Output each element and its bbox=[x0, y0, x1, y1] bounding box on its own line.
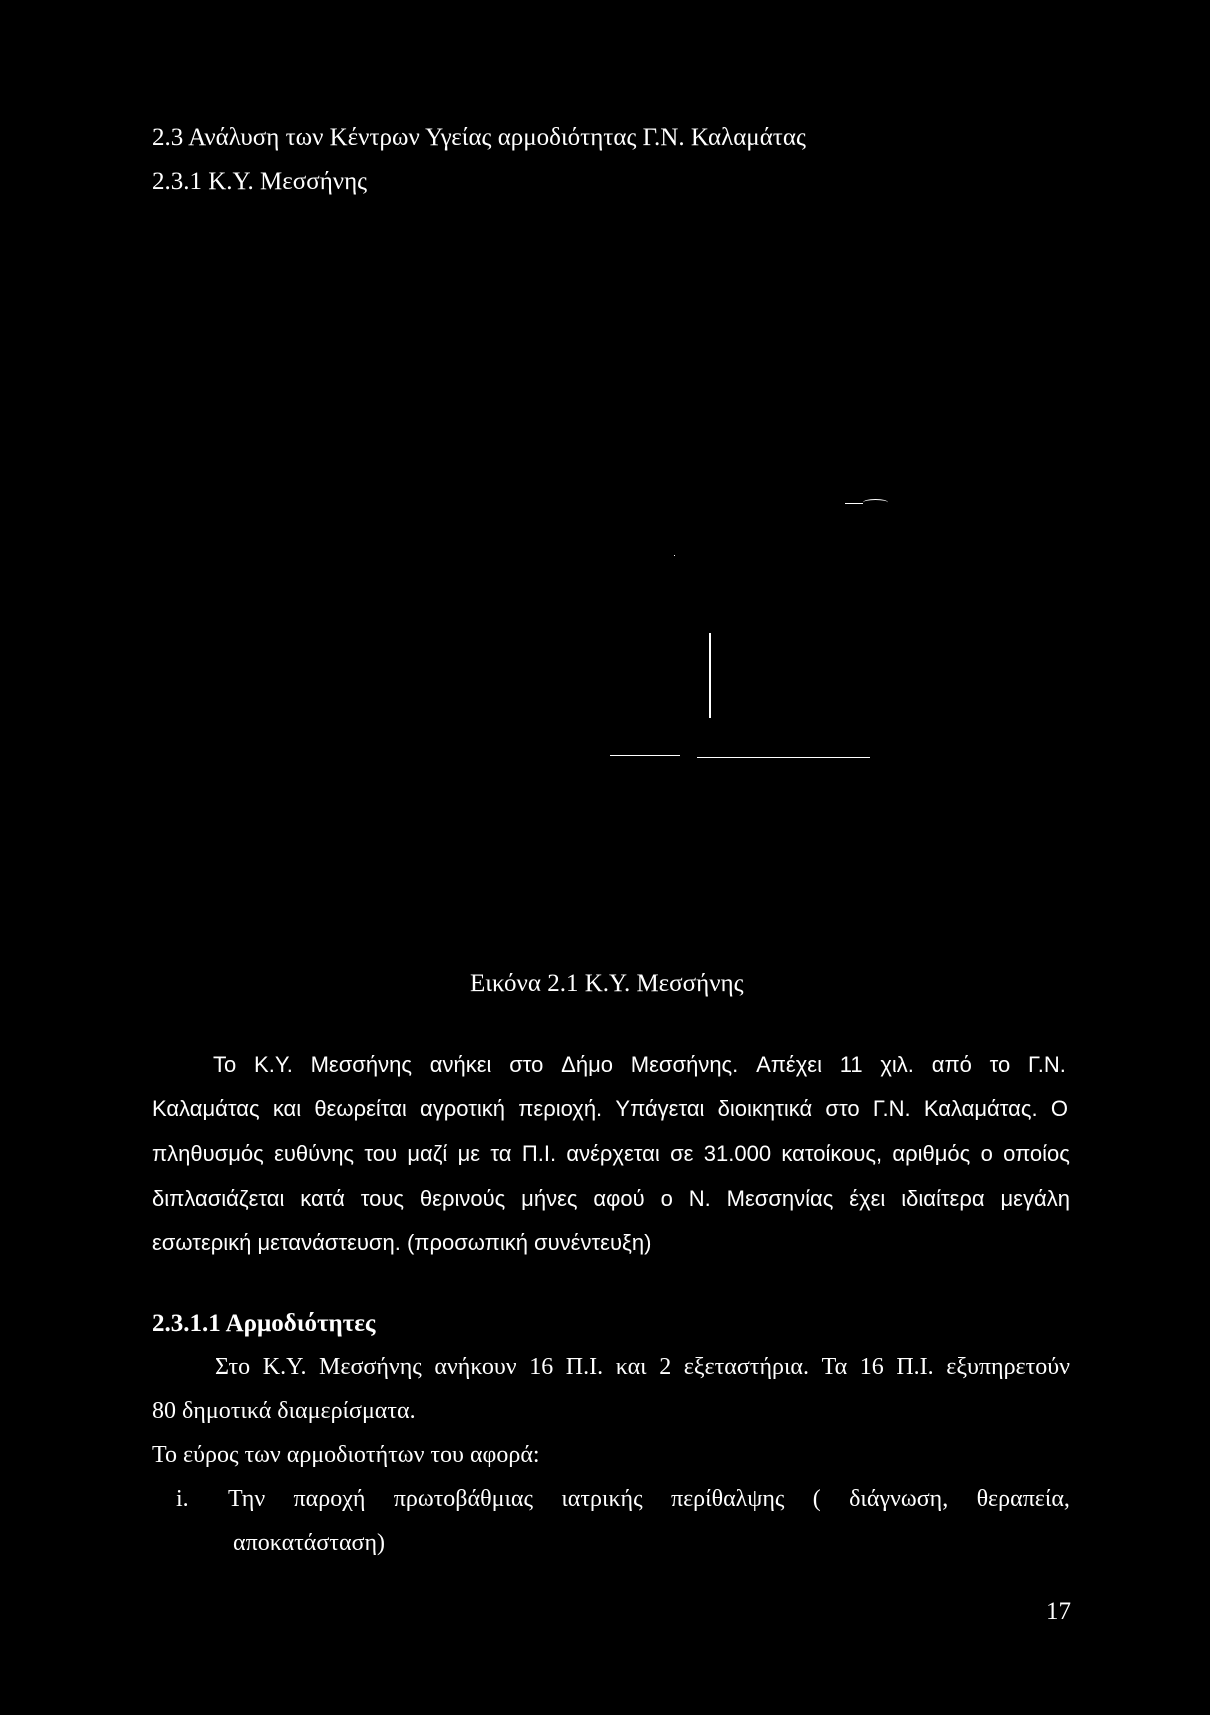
figure-image bbox=[560, 480, 930, 780]
section-2-line-1: Στο Κ.Υ. Μεσσήνης ανήκουν 16 Π.Ι. και 2 εξεταστήρια. Τα 16 Π.Ι. εξυπηρετούν bbox=[215, 1354, 1070, 1380]
list-item-1-line-1: Την παροχή πρωτοβάθμιας ιατρικής περίθαλψης ( διάγνωση, θεραπεία, bbox=[228, 1486, 1070, 1512]
paragraph-1-line-2: Καλαμάτας και θεωρείται αγροτική περιοχή. Υπάγεται διοικητικά στο Γ.Ν. Καλαμάτας. Ο bbox=[152, 1096, 1068, 1121]
paragraph-1-line-3: πληθυσμός ευθύνης του μαζί με τα Π.Ι. ανέρχεται σε 31.000 κατοίκους, αριθμός ο οποίος bbox=[152, 1141, 1070, 1166]
section-2-title: 2.3.1.1 Αρμοδιότητες bbox=[152, 1310, 376, 1337]
list-marker: i. bbox=[176, 1486, 189, 1512]
page-number: 17 bbox=[1046, 1598, 1071, 1625]
paragraph-1-line-4: διπλασιάζεται κατά τους θερινούς μήνες αφού ο Ν. Μεσσηνίας έχει ιδιαίτερα μεγάλη bbox=[152, 1186, 1070, 1211]
paragraph-1-line-1: Το Κ.Υ. Μεσσήνης ανήκει στο Δήμο Μεσσήνης. Απέχει 11 χιλ. από το Γ.Ν. bbox=[213, 1052, 1066, 1077]
subsection-heading: 2.3.1 Κ.Υ. Μεσσήνης bbox=[152, 168, 368, 195]
figure-squiggle bbox=[863, 499, 888, 506]
figure-caption: Εικόνα 2.1 Κ.Υ. Μεσσήνης bbox=[470, 970, 744, 997]
section-2-line-2: 80 δημοτικά διαμερίσματα. bbox=[152, 1398, 416, 1424]
section-heading: 2.3 Ανάλυση των Κέντρων Υγείας αρμοδιότητας Γ.Ν. Καλαμάτας bbox=[152, 124, 806, 151]
list-item-1-line-2: αποκατάσταση) bbox=[233, 1530, 386, 1556]
section-2-line-3: Το εύρος των αρμοδιοτήτων του αφορά: bbox=[152, 1442, 540, 1468]
paragraph-1-line-5: εσωτερική μετανάστευση. (προσωπική συνέντευξη) bbox=[152, 1230, 652, 1255]
